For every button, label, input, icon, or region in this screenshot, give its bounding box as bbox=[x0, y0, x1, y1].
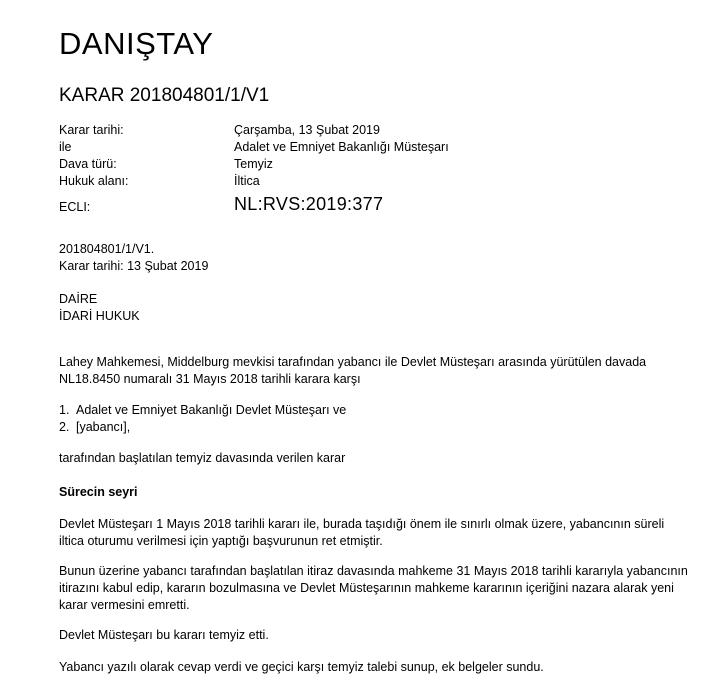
intro-line1: Lahey Mahkemesi, Middelburg mevkisi tarafından yabancı ile Devlet Müsteşarı arasında yürütülen davada bbox=[59, 355, 647, 369]
paragraph-1-line2: iltica oturumu verilmesi için yaptığı başvurunun ret etmiştir. bbox=[59, 534, 383, 548]
meta-row-ecli bbox=[59, 192, 659, 218]
paragraph-3: Devlet Müsteşarı bu kararı temyiz etti. bbox=[59, 628, 269, 642]
paragraph-4: Yabancı yazılı olarak cevap verdi ve geçici karşı temyiz talebi sunup, ek belgeler sundu. bbox=[59, 660, 544, 674]
list-number: 1. bbox=[59, 403, 70, 417]
metadata-table bbox=[59, 122, 659, 218]
meta-key: ile bbox=[59, 140, 72, 154]
meta-key: ECLI: bbox=[59, 200, 91, 214]
list-number: 2. bbox=[59, 420, 70, 434]
chamber-line1: DAİRE bbox=[59, 292, 98, 306]
meta-value: Temyiz bbox=[234, 157, 273, 171]
intro-line2: NL18.8450 numaralı 31 Mayıs 2018 tarihli karara karşı bbox=[59, 372, 361, 386]
meta-key: Karar tarihi: bbox=[59, 123, 124, 137]
case-title: KARAR 201804801/1/V1 bbox=[59, 85, 270, 106]
list-item bbox=[59, 402, 346, 419]
paragraph-1-line1: Devlet Müsteşarı 1 Mayıs 2018 tarihli kararı ile, burada taşıdığı önem ile sınırlı olmak üzere, yabancının süreli bbox=[59, 517, 665, 531]
paragraph-2-line3: karar vermesini emretti. bbox=[59, 598, 190, 612]
meta-value: Çarşamba, 13 Şubat 2019 bbox=[234, 123, 380, 137]
meta-value: İltica bbox=[234, 174, 260, 188]
list-text: Adalet ve Emniyet Bakanlığı Devlet Müsteşarı ve bbox=[76, 403, 347, 417]
parties-list bbox=[59, 402, 346, 436]
meta-row-case-type bbox=[59, 156, 659, 173]
paragraph-2-line1: Bunun üzerine yabancı tarafından başlatılan itiraz davasında mahkeme 31 Mayıs 2018 tarihli kararıyla yabancının bbox=[59, 564, 688, 578]
meta-row-law-area bbox=[59, 173, 659, 190]
meta-row-decision-date bbox=[59, 122, 659, 139]
paragraph-2-line2: itirazını kabul edip, kararın bozulmasına ve Devlet Müsteşarının mahkeme kararının içeriğini nazara alarak yeni bbox=[59, 581, 674, 595]
court-title: DANIŞTAY bbox=[59, 26, 214, 61]
appeal-line: tarafından başlatılan temyiz davasında verilen karar bbox=[59, 451, 346, 465]
ecli-value: NL:RVS:2019:377 bbox=[234, 194, 384, 214]
list-item bbox=[59, 419, 346, 436]
list-text: [yabancı], bbox=[76, 420, 131, 434]
meta-key: Dava türü: bbox=[59, 157, 117, 171]
section-heading: Sürecin seyri bbox=[59, 485, 138, 499]
ref-number: 201804801/1/V1. bbox=[59, 242, 155, 256]
chamber-line2: İDARİ HUKUK bbox=[59, 309, 140, 323]
ref-date: Karar tarihi: 13 Şubat 2019 bbox=[59, 259, 209, 273]
meta-row-party bbox=[59, 139, 659, 156]
meta-value: Adalet ve Emniyet Bakanlığı Müsteşarı bbox=[234, 140, 449, 154]
meta-key: Hukuk alanı: bbox=[59, 174, 129, 188]
